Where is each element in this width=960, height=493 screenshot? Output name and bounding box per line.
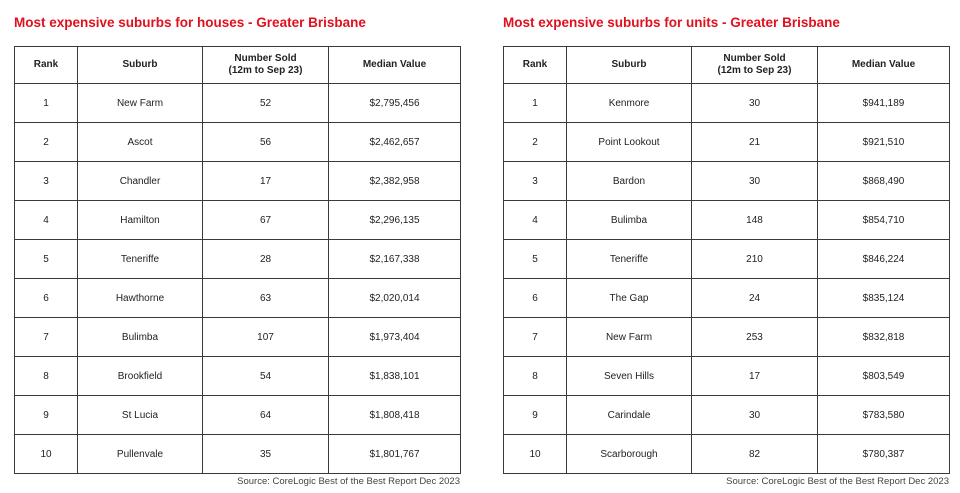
header-number-sold bbox=[692, 47, 818, 84]
table-row bbox=[15, 318, 461, 357]
suburb-cell: The Gap bbox=[567, 279, 692, 318]
header-number-sold bbox=[203, 47, 329, 84]
header-median-value: Median Value bbox=[329, 47, 461, 84]
units-title: Most expensive suburbs for units - Greater Brisbane bbox=[503, 15, 840, 30]
header-rank: Rank bbox=[15, 47, 78, 84]
header-suburb: Suburb bbox=[78, 47, 203, 84]
rank-cell: 2 bbox=[15, 123, 78, 162]
suburb-cell: Scarborough bbox=[567, 435, 692, 474]
suburb-cell: Hamilton bbox=[78, 201, 203, 240]
number-sold-cell: 82 bbox=[692, 435, 818, 474]
suburb-cell: Hawthorne bbox=[78, 279, 203, 318]
median-value-cell: $1,838,101 bbox=[329, 357, 461, 396]
header-median-value: Median Value bbox=[818, 47, 950, 84]
median-value-cell: $832,818 bbox=[818, 318, 950, 357]
suburb-cell: Point Lookout bbox=[567, 123, 692, 162]
units-header-row bbox=[504, 47, 950, 84]
units-panel bbox=[503, 14, 949, 487]
number-sold-cell: 56 bbox=[203, 123, 329, 162]
houses-title: Most expensive suburbs for houses - Greater Brisbane bbox=[14, 15, 366, 30]
median-value-cell: $2,462,657 bbox=[329, 123, 461, 162]
houses-panel bbox=[14, 14, 460, 487]
header-number-sold-line2: (12m to Sep 23) bbox=[717, 65, 792, 76]
rank-cell: 10 bbox=[504, 435, 567, 474]
units-source-note: Source: CoreLogic Best of the Best Report Dec 2023 bbox=[726, 476, 949, 487]
header-suburb: Suburb bbox=[567, 47, 692, 84]
table-row bbox=[504, 357, 950, 396]
table-row bbox=[504, 435, 950, 474]
suburb-cell: Chandler bbox=[78, 162, 203, 201]
suburb-cell: Bulimba bbox=[567, 201, 692, 240]
median-value-cell: $2,795,456 bbox=[329, 84, 461, 123]
number-sold-cell: 28 bbox=[203, 240, 329, 279]
suburb-cell: Seven Hills bbox=[567, 357, 692, 396]
table-row bbox=[15, 279, 461, 318]
rank-cell: 2 bbox=[504, 123, 567, 162]
number-sold-cell: 35 bbox=[203, 435, 329, 474]
rank-cell: 5 bbox=[504, 240, 567, 279]
number-sold-cell: 64 bbox=[203, 396, 329, 435]
table-row bbox=[15, 396, 461, 435]
header-rank: Rank bbox=[504, 47, 567, 84]
median-value-cell: $2,167,338 bbox=[329, 240, 461, 279]
houses-header-row bbox=[15, 47, 461, 84]
rank-cell: 7 bbox=[504, 318, 567, 357]
median-value-cell: $835,124 bbox=[818, 279, 950, 318]
median-value-cell: $921,510 bbox=[818, 123, 950, 162]
header-number-sold-line1: Number Sold bbox=[234, 53, 297, 64]
median-value-cell: $803,549 bbox=[818, 357, 950, 396]
table-row bbox=[504, 201, 950, 240]
median-value-cell: $1,973,404 bbox=[329, 318, 461, 357]
table-row bbox=[15, 435, 461, 474]
houses-source-note: Source: CoreLogic Best of the Best Report Dec 2023 bbox=[237, 476, 460, 487]
median-value-cell: $780,387 bbox=[818, 435, 950, 474]
houses-table bbox=[14, 46, 461, 474]
rank-cell: 1 bbox=[15, 84, 78, 123]
suburb-cell: Teneriffe bbox=[567, 240, 692, 279]
rank-cell: 6 bbox=[504, 279, 567, 318]
median-value-cell: $854,710 bbox=[818, 201, 950, 240]
units-table bbox=[503, 46, 950, 474]
median-value-cell: $1,801,767 bbox=[329, 435, 461, 474]
suburb-cell: Bulimba bbox=[78, 318, 203, 357]
suburb-cell: Kenmore bbox=[567, 84, 692, 123]
table-row bbox=[15, 84, 461, 123]
header-number-sold-line1: Number Sold bbox=[723, 53, 786, 64]
number-sold-cell: 17 bbox=[692, 357, 818, 396]
number-sold-cell: 148 bbox=[692, 201, 818, 240]
suburb-cell: Carindale bbox=[567, 396, 692, 435]
number-sold-cell: 30 bbox=[692, 162, 818, 201]
number-sold-cell: 54 bbox=[203, 357, 329, 396]
table-row bbox=[15, 162, 461, 201]
houses-body bbox=[15, 84, 461, 474]
rank-cell: 9 bbox=[504, 396, 567, 435]
median-value-cell: $783,580 bbox=[818, 396, 950, 435]
table-row bbox=[15, 123, 461, 162]
number-sold-cell: 30 bbox=[692, 84, 818, 123]
number-sold-cell: 24 bbox=[692, 279, 818, 318]
median-value-cell: $2,020,014 bbox=[329, 279, 461, 318]
header-number-sold-line2: (12m to Sep 23) bbox=[228, 65, 303, 76]
rank-cell: 4 bbox=[504, 201, 567, 240]
units-body bbox=[504, 84, 950, 474]
rank-cell: 5 bbox=[15, 240, 78, 279]
number-sold-cell: 21 bbox=[692, 123, 818, 162]
suburb-cell: Ascot bbox=[78, 123, 203, 162]
rank-cell: 9 bbox=[15, 396, 78, 435]
suburb-cell: Pullenvale bbox=[78, 435, 203, 474]
number-sold-cell: 63 bbox=[203, 279, 329, 318]
table-row bbox=[504, 123, 950, 162]
table-row bbox=[504, 318, 950, 357]
number-sold-cell: 17 bbox=[203, 162, 329, 201]
median-value-cell: $1,808,418 bbox=[329, 396, 461, 435]
rank-cell: 3 bbox=[15, 162, 78, 201]
rank-cell: 10 bbox=[15, 435, 78, 474]
rank-cell: 3 bbox=[504, 162, 567, 201]
median-value-cell: $868,490 bbox=[818, 162, 950, 201]
number-sold-cell: 107 bbox=[203, 318, 329, 357]
rank-cell: 4 bbox=[15, 201, 78, 240]
table-row bbox=[504, 84, 950, 123]
suburb-cell: St Lucia bbox=[78, 396, 203, 435]
rank-cell: 8 bbox=[15, 357, 78, 396]
table-row bbox=[504, 396, 950, 435]
rank-cell: 6 bbox=[15, 279, 78, 318]
number-sold-cell: 30 bbox=[692, 396, 818, 435]
table-row bbox=[504, 240, 950, 279]
number-sold-cell: 210 bbox=[692, 240, 818, 279]
suburb-cell: Teneriffe bbox=[78, 240, 203, 279]
rank-cell: 8 bbox=[504, 357, 567, 396]
suburb-cell: Brookfield bbox=[78, 357, 203, 396]
table-row bbox=[15, 357, 461, 396]
number-sold-cell: 253 bbox=[692, 318, 818, 357]
median-value-cell: $2,382,958 bbox=[329, 162, 461, 201]
number-sold-cell: 52 bbox=[203, 84, 329, 123]
rank-cell: 1 bbox=[504, 84, 567, 123]
median-value-cell: $2,296,135 bbox=[329, 201, 461, 240]
number-sold-cell: 67 bbox=[203, 201, 329, 240]
table-row bbox=[504, 279, 950, 318]
table-row bbox=[15, 201, 461, 240]
median-value-cell: $941,189 bbox=[818, 84, 950, 123]
rank-cell: 7 bbox=[15, 318, 78, 357]
suburb-cell: New Farm bbox=[567, 318, 692, 357]
suburb-cell: Bardon bbox=[567, 162, 692, 201]
table-row bbox=[15, 240, 461, 279]
table-row bbox=[504, 162, 950, 201]
suburb-cell: New Farm bbox=[78, 84, 203, 123]
median-value-cell: $846,224 bbox=[818, 240, 950, 279]
